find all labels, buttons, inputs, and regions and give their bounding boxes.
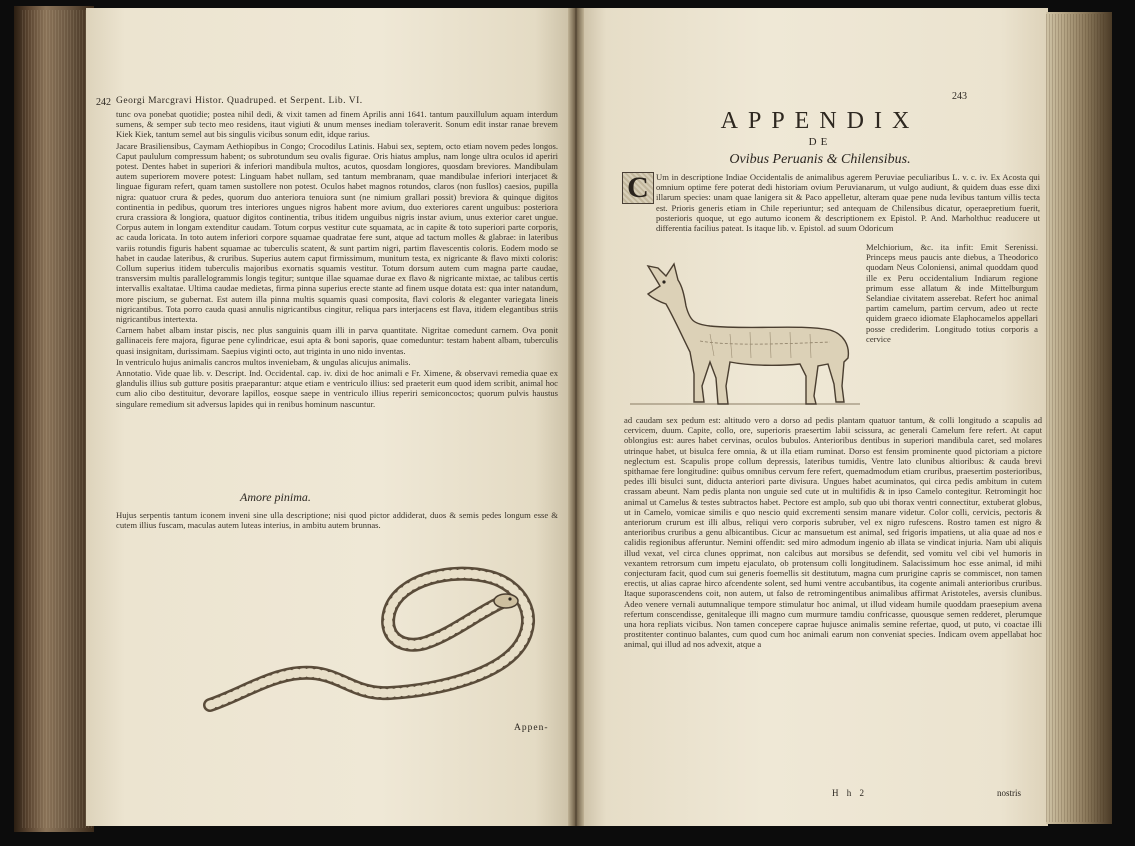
intro-text: [656, 172, 1040, 233]
book-gutter: [568, 8, 584, 826]
left-page-number: 242: [96, 97, 111, 108]
paragraph: In ventriculo hujus animalis cancros multos inveniebam, & ungulas alicujus animalis.: [116, 356, 411, 367]
section-title-amore-pinima: Amore pinima.: [240, 490, 311, 504]
right-page-edge-lines: [1046, 14, 1106, 822]
drop-cap: C: [622, 172, 654, 204]
narrow-column-text: Melchiorium, &c. ita infit: Emit Serenissi. Princeps meus paucis ante diebus, a Theodorico quodam Neus Coloniensi, animal quoddam quod ille ex Peru occidentalium Indiarum regione primum esse allatum & inde Mittelburgum Selandiae civitatem asserebat. Refert hoc animal partim camelum, partim cervum, adeo ut recte quidem graeco idiomate Elaphocamelos appellari posse crediderim. Longitudo totius corporis a cervice: [866, 242, 1038, 344]
right-page-number: 243: [952, 91, 967, 102]
appendix-title: Ovibus Peruanis & Chilensibus.: [729, 152, 911, 167]
running-head: Georgi Marcgravi Histor. Quadruped. et Serpent. Lib. VI.: [116, 96, 363, 106]
paragraph: Jacare Brasiliensibus, Caymam Aethiopibus in Congo; Crocodilus Latinis. Habui sex, septem, octo etiam novem pedes longos. Caput paululum compressum habent; os subrotundum seu ovalis figurae. Oris hiatus amplus, nam longe ultra oculos id aperiri potest. Dentes habet in superiori & inferiori mandibula multos, acutos, quosdam longiores, quosdam breviores. Mandibulam autem superiorem movere potest: Linguam habet nullam, sed tantum membranam, quae mandibulae inferiori interjacet & linguae figuram refert, quam tamen sustollere non potest. Oculos habet magnos rotundos, claros (non fusllos) caesios, pupilla nigra: quatuor crura & pedes, quorum duo anteriora tenuiora sunt (ne nimium grallari possit) breviora & quinque digitos continentia in pedibus, quorum tres interiores ungues nigros habent more avium, duo exteriores carent unguibus: posteriora crura crassiora & longiora, quatuor digitos continentia, tribus itidem unguibus nigris instar avium, unus exterior caret ungue. Corpus autem in longam extenditur caudam. Totum corpus vestitur cute squamata, ac in capite & toto superiori parte corporis, ac cauda loricata. In toto autem inferiori corpore squamae quadratae fere sunt, atque ad tactum molles & glabrae: in lateribus variis rotundis figuris habent squamae ac tuberculis scatent, & sunt partim nigri, partim flavescentis coloris. Eodem modo se habet in caudae lateribus, & cruribus. Superius autem caput firmissimum, munitum testa, ex nigricante & flavo mixti coloris: Collum superius itidem tuberculis majoribus exornatis squamis vestitur. Totum dorsum autem cum magna parte caudae, transversim multis parallelogrammis longis tegitur; suntque illae squamae durae ex flavo & nigricante mixtae, ac talibus certis intervallis exaltatae. Ultima caudae medietas, firma pinna superius erecte stante ad finem usque dotata est: qua inter natandum, more piscium, se gubernat. Est autem illa pinna multis squamis quasi composita, flavi coloris & eleganter variegata lineis nigricantibus. Tota porro cauda quasi annulis nigricantibus cingitur, reliqua pars interjacens est flava, itidem elegantibus striis nigricantibus intertexta.: [116, 140, 558, 325]
snake-description: Hujus serpentis tantum iconem inveni sine ulla descriptione; nisi quod pictor addiderat, duos & semis pedes longum esse & cutem illius fuscam, maculas autem luteas interius, in ambitu autem brunnas.: [116, 510, 558, 531]
catchword-right: nostris: [997, 788, 1022, 798]
snake-illustration: [200, 555, 540, 715]
main-description-text: ad caudam sex pedum est: altitudo vero a dorso ad pedis plantam quatuor tantum, & colli longitudo a scapulis ad cervicem, duum. Capite, collo, ore, superioris praesertim labii scissura, ac generali Camelum fere refert. At caput oblongius est: aures habet cervinas, oculos bubulos. Anterioribus dentibus in superiori mandibula caret, sed molares utrinque habet, ut bisulca fere omnia, & ut illa etiam ruminat. Dorso est fensim prominente quod pictoriam a pictore neglectum est. Scapulis prope collum depressis, lateribus tumidis, Ventre lato clunibus altioribus: & cauda brevi spithamae fere longitudine: quibus omnibus cervum fere refert, quemadmodum etiam cruribus, praesertim posterioribus, pedes illi bisulci sunt, diducta anteriori parte divisura. Ungues habet acuminatos, qui circa pedis ambitum in cutem crassam abeunt. Nam pedis planta non unguie sed cute ut in multifidis & in ipso Camelo contegitur. Retromingit hoc animal ut Camelus & testes subtractos habet. Pectore est amplo, sub quo ubi thorax ventri connectitur, extuberat globus, ut in Camelo, vomicae similis e quo nescio quid excrementi sensim manare videtur. Color colli, cervicis, pectoris & anteriorum crurum est illi albus, reliqui vero corporis subruber, vel ex nigro rufescens. Rostro tamen est nigro & anterioribus cruribus a genu albicantibus. Cicur ac mansuetum est animal, sed frigoris impatiens, ut alia quae ad nos e calidis regionibus afferuntur. Nemini offendit: sed miro admodum ingenio ab illata se vindicat injuria. Nam ubi aliquis illud vexat, vel circa clunes opprimat, non calcibus aut morsibus se defendit, sed vomitu vel cibi vel humoris in vexantem retrorsum cum impetu ejaculato, ob protensum colli longitudinem. Salacissimum hoc esse animal, id mihi conjecturam facit, quod cum sui generis foemellis sit destitutum, magna cum prurigine capris se commiscet, non tamen erectis, ut alias caprae hirco afcendente solent, sed humi ventre accubantibus, ita cogente animali anterioribus cruribus. Itaque suporascendens coit, non autem, ut falso de retromingentibus animalibus affirmat Aristoteles, aversis clunibus. Adeo venere vernali autumnalique tempore stimulatur hoc animal, ut illud videam humile quoddam praesepium avena refertum conscendisse, genitaleque illi magno cum murmure tamdiu confricasse, quousque semen redderet, plerumque una hora repliats vicibus. Non tamen concepere caprae hujusce animalis semine refertae, quod, ut puto, vi coactae illi prostitenter continuo balantes, cum quod cum hoc animali earum non conveniat species. Indicam ovem appellabat hoc animal, qui illud ad nos advexit, atque a: [624, 415, 1042, 650]
paragraph: tunc ova ponebat quotidie; postea nihil dedi, & vixit tamen ad finem Aprilis anni 1641. tantum pauxillulum aquam interdum sumens, & semper sub tecto meo residens, itaut vigiuti & unum menses inediam toleraverit. Sonum edit instar ranae brevem Kiek Kiek, tantum semel aut bis singulis vicibus sonum edit, idque rarius.: [116, 109, 558, 140]
catchword-left: Appen-: [514, 723, 549, 733]
left-body-text: [116, 109, 558, 410]
paragraph: Annotatio. Vide quae lib. v. Descript. Ind. Occidental. cap. iv. dixi de hoc animali e Fr. Ximene, & observavi remedia quae ex glandulis illius sub gutture positis praeparantur: atque etiam e ventriculo illius: sed praeterit eum quod idem scribit, animal hoc cum alio cibo destituitur, devorare lapillos, eosque saepe in ventriculo illius reperiri semiconcoctos; quorum pulvis haustus singulare remedium sit adversus lapides qui in renibus hominum nascuntur.: [116, 368, 558, 409]
signature-mark: H h 2: [832, 788, 867, 798]
paragraph: Carnem habet albam instar piscis, nec plus sanguinis quam illi in parva quantitate. Nigritae comedunt carnem. Ova ponit gallinaceis fere majora, figurae pene cylindricae, esui apta & boni saporis, quae comeduntur: testam habent albam, tuberculis quasi insignitam, durissimam. Saepius viginti octo, aut triginta in uno nido inventas.: [116, 325, 558, 356]
llama-illustration: [630, 246, 860, 416]
appendix-subheading: DE: [808, 136, 832, 148]
appendix-heading: APPENDIX: [720, 108, 920, 134]
left-page-edge-lines: [22, 10, 92, 828]
intro-text-body: Um in descriptione Indiae Occidentalis de animalibus agerem Peruviae peculiaribus L. v. c. iv. Ex Acosta qui omnium optime fere poterat dedi historiam ovium Peruvianarum, ut vulgo audiunt, & quidem duas esse dixi illarum species: unam quae lanigera sit & Paco appelletur, alteram quae pene nuda levibus tantum villis tecta est. Prioris generis etiam in Chile reperiuntur; sed antequam de Chilensibus dicatur, operaepretium fuerit, posterioris quoque, ut ego autumo iconem & descriptionem ex Epistol. P. And. Marholthuc readucere ut differentia facilius pateat. Is itaque lib. v. Epistol. ad suum Odoricum: [656, 172, 1040, 234]
